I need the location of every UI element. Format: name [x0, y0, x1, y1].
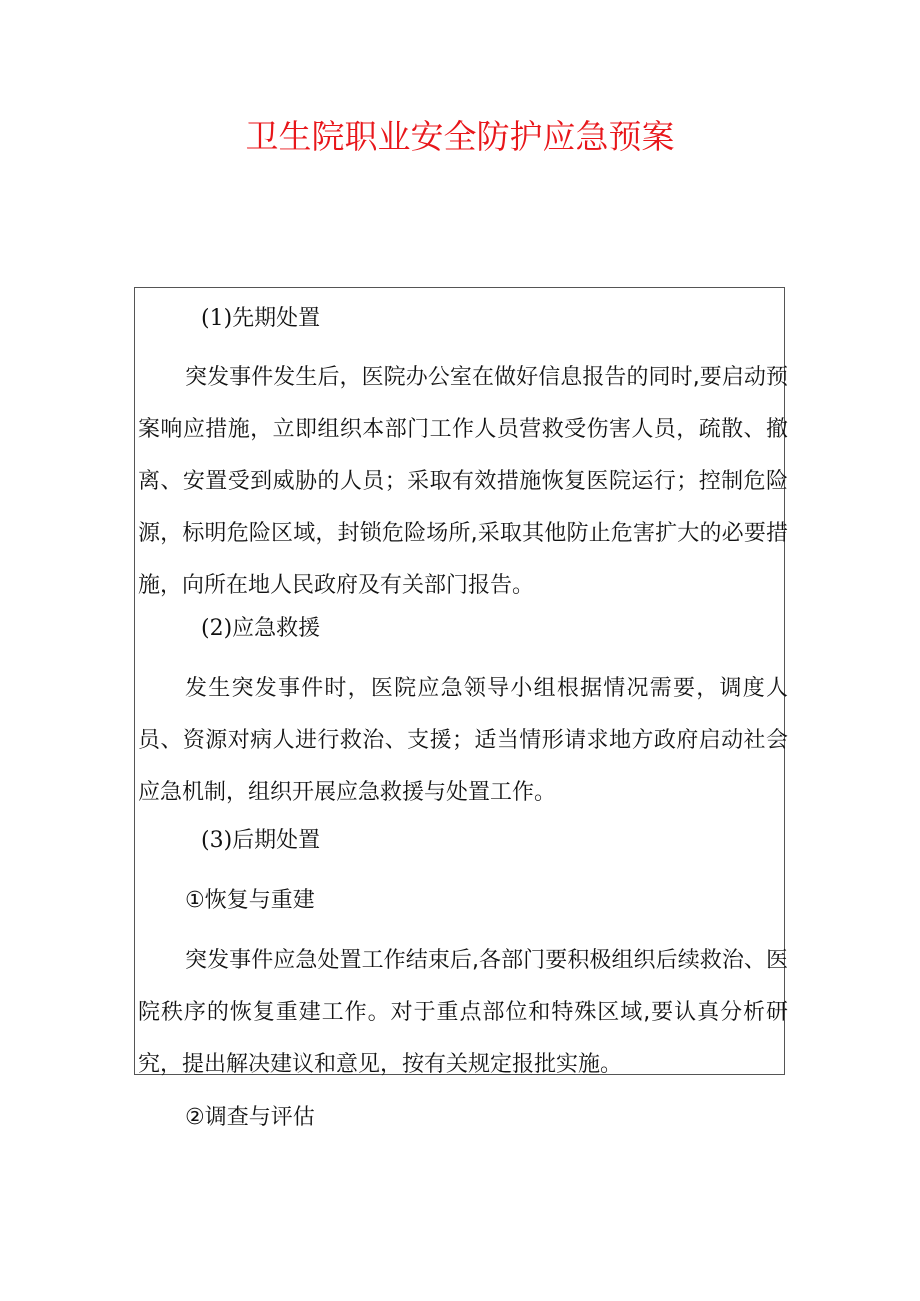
section-paragraph-2: 发生突发事件时，医院应急领导小组根据情况需要，调度人员、资源对病人进行救治、支援；适当情形请求地方政府启动社会应急机制，组织开展应急救援与处置工作。 — [138, 676, 788, 805]
section-heading-1: (1)先期处置 — [201, 306, 321, 331]
section-paragraph-1: 突发事件发生后，医院办公室在做好信息报告的同时,要启动预案响应措施，立即组织本部门工作人员营救受伤害人员，疏散、撤离、安置受到威胁的人员；采取有效措施恢复医院运行；控制危险源，标明危险区域，封锁危险场所,采取其他防止危害扩大的必要措施，向所在地人民政府及有关部门报告。 — [138, 365, 788, 598]
subsection-paragraph-restore: 突发事件应急处置工作结束后,各部门要积极组织后续救治、医院秩序的恢复重建工作。对于重点部位和特殊区域,要认真分析研究，提出解决建议和意见，按有关规定报批实施。 — [138, 948, 788, 1077]
subsection-heading-investigation: ②调查与评估 — [185, 1105, 315, 1130]
section-heading-2: (2)应急救援 — [201, 616, 321, 641]
document-title: 卫生院职业安全防护应急预案 — [245, 117, 675, 156]
subsection-heading-restore: ①恢复与重建 — [185, 888, 315, 913]
section-heading-3: (3)后期处置 — [201, 828, 321, 853]
